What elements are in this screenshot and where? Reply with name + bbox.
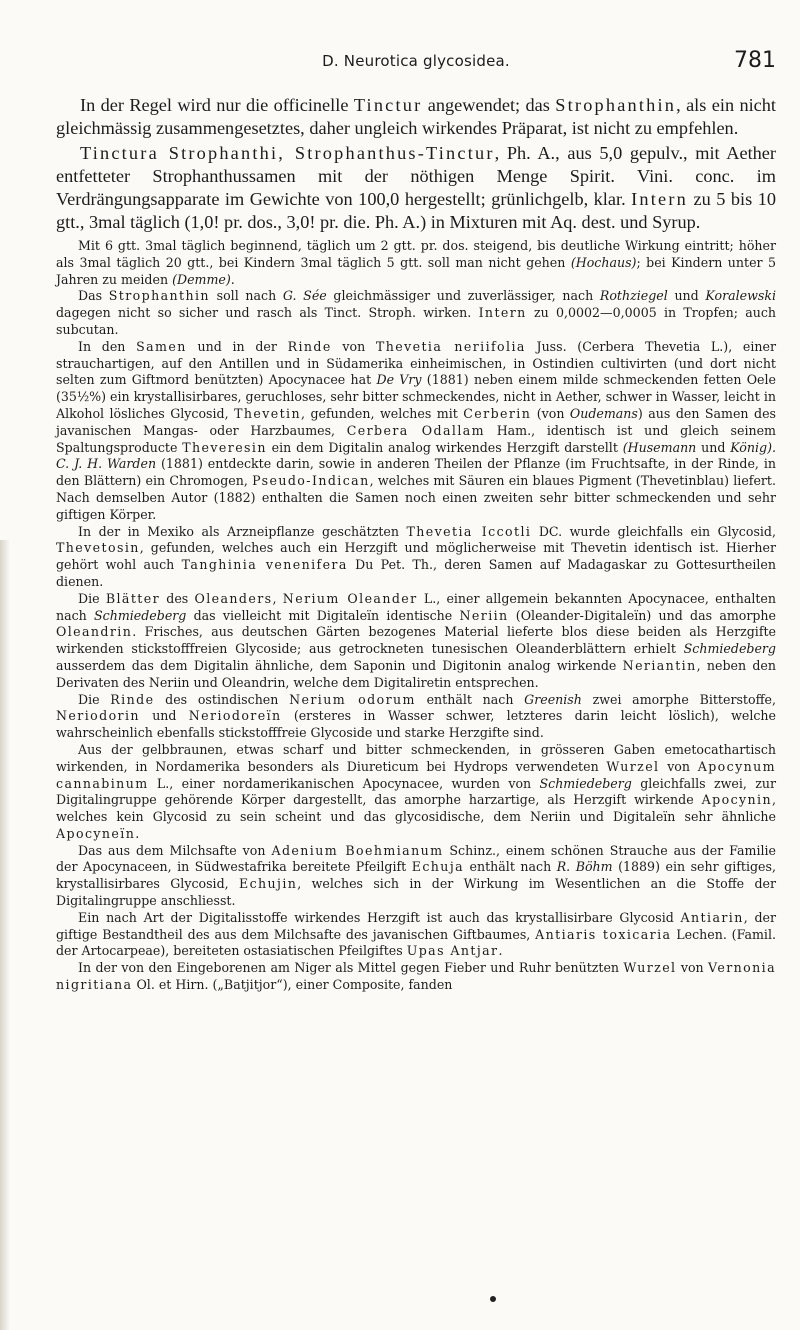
page-body — [56, 94, 776, 994]
paragraph-thevetia: In den Samen und in der Rinde von Thevetia neriifolia Juss. (Cerbera Thevetia L.), einer strauchartigen, auf den Antillen und in Südamerika einheimischen, in Ostindien cultivirten (und dort nicht selten zum Giftmord benützten) Apocynacee hat De Vry (1881) neben einem milde schmeckenden fetten Oele (35½%) ein krystallisirbares, geruchloses, sehr bitter schmeckendes, nicht in Aether, schwer in Wasser, leicht in Alkohol lösliches Glycosid, Thevetin, gefunden, welches mit Cerberin (von Oudemans) aus den Samen des javanischen Mangas- oder Harzbaumes, Cerbera Odallam Ham., identisch ist und gleich seinem Spaltungsproducte Theveresin ein dem Digitalin analog wirkendes Herzgift darstellt (Husemann und König). C. J. H. Warden (1881) entdeckte darin, sowie in anderen Theilen der Pflanze (im Fruchtsafte, in der Rinde, in den Blättern) ein Chromogen, Pseudo-Indican, welches mit Säuren ein blaues Pigment (Thevetinblau) liefert. Nach demselben Autor (1882) enthalten die Samen noch einen zweiten sehr bitter schmeckenden und sehr giftigen Körper. — [56, 338, 776, 522]
paragraph-thevetia-iccotli: In der in Mexiko als Arzneipflanze geschätzten Thevetia Iccotli DC. wurde gleichfalls ein Glycosid, Thevetosin, gefunden, welches auch ein Herzgift und möglicherweise mit Thevetin identisch ist. Hierher gehört wohl auch Tanghinia venenifera Du Pet. Th., deren Samen auf Madagaskar zu Gottesurtheilen dienen. — [56, 523, 776, 589]
paragraph-tinctura-strophanthi: Tinctura Strophanthi, Strophanthus-Tinctur, Ph. A., aus 5,0 gepulv., mit Aether entfetteter Strophanthussamen mit der nöthigen Menge Spirit. Vini. conc. im Verdrängungsapparate im Gewichte von 100,0 hergestellt; grünlichgelb, klar. Intern zu 5 bis 10 gtt., 3mal täglich (1,0! pr. dos., 3,0! pr. die. Ph. A.) in Mixturen mit Aq. dest. und Syrup. — [56, 143, 776, 232]
running-title: D. Neurotica glycosidea. — [322, 52, 510, 70]
paragraph-vernonia: In der von den Eingeborenen am Niger als Mittel gegen Fieber und Ruhr benützten Wurzel von Vernonia nigritiana Ol. et Hirn. („Batjitjor“), einer Composite, fanden — [56, 960, 776, 993]
page-edge-shadow — [0, 540, 10, 1330]
page-header — [56, 48, 776, 84]
page-number: 781 — [734, 48, 776, 73]
paragraph-oleander: Die Blätter des Oleanders, Nerium Oleander L., einer allgemein bekannten Apocynacee, enthalten nach Schmiedeberg das vielleicht mit Digitaleïn identische Neriin (Oleander-Digitaleïn) und das amorphe Oleandrin. Frisches, aus deutschen Gärten bezogenes Material lieferte blos diese beiden als Herzgifte wirkenden stickstofffreien Glycoside; aus getrockneten tunesischen Oleanderblättern erhielt Schmiedeberg ausserdem das dem Digitalin ähnliche, dem Saponin und Digitonin analog wirkende Neriantin, neben den Derivaten des Neriin und Oleandrin, welche dem Digitaliretin entsprechen. — [56, 590, 776, 690]
paragraph-nerium-odorum: Die Rinde des ostindischen Nerium odorum enthält nach Greenish zwei amorphe Bitterstoffe, Neriodorin und Neriodoreïn (ersteres in Wasser schwer, letzteres darin leicht löslich), welche wahrscheinlich ebenfalls stickstofffreie Glycoside und starke Herzgifte sind. — [56, 691, 776, 741]
paragraph-antiarin: Ein nach Art der Digitalisstoffe wirkendes Herzgift ist auch das krystallisirbare Glycosid Antiarin, der giftige Bestandtheil des aus dem Milchsafte des javanischen Giftbaumes, Antiaris toxicaria Lechen. (Famil. der Artocarpeae), bereiteten ostasiatischen Pfeilgiftes Upas Antjar. — [56, 909, 776, 959]
paragraph-strophanthin: Das Strophanthin soll nach G. Sée gleichmässiger und zuverlässiger, nach Rothziegel und Koralewski dagegen nicht so sicher und rasch als Tinct. Stroph. wirken. Intern zu 0,0002—0,0005 in Tropfen; auch subcutan. — [56, 288, 776, 337]
ink-dot — [490, 1296, 496, 1302]
paragraph-adenium: Das aus dem Milchsafte von Adenium Boehmianum Schinz., einem schönen Strauche aus der Familie der Apocynaceen, in Südwestafrika bereitete Pfeilgift Echuja enthält nach R. Böhm (1889) ein sehr giftiges, krystallisirbares Glycosid, Echujin, welches sich in der Wirkung im Wesentlichen an die Stoffe der Digitalingruppe anschliesst. — [56, 842, 776, 909]
paragraph-tinctur: In der Regel wird nur die officinelle Tinctur angewendet; das Strophanthin, als ein nicht gleichmässig zusammengesetztes, daher ungleich wirkendes Präparat, ist nicht zu empfehlen. — [56, 95, 777, 138]
paragraph-apocynum: Aus der gelbbraunen, etwas scharf und bitter schmeckenden, in grösseren Gaben emetocathartisch wirkenden, in Nordamerika besonders als Diureticum bei Hydrops verwendeten Wurzel von Apocynum cannabinum L., einer nordamerikanischen Apocynacee, wurden von Schmiedeberg gleichfalls zwei, zur Digitalingruppe gehörende Körper dargestellt, das amorphe harzartige, als Herzgift wirkende Apocynin, welches kein Glycosid zu sein scheint und das glycosidische, dem Neriin und Digitaleïn sehr ähnliche Apocyneïn. — [56, 741, 776, 841]
main-text — [56, 94, 776, 234]
paragraph-dosage: Mit 6 gtt. 3mal täglich beginnend, täglich um 2 gtt. pr. dos. steigend, bis deutliche Wirkung eintritt; höher als 3mal täglich 20 gtt., bei Kindern 3mal täglich 5 gtt. soll man nicht gehen (Hochaus); bei Kindern unter 5 Jahren zu meiden (Demme). — [56, 238, 777, 287]
small-print-text — [56, 238, 776, 994]
